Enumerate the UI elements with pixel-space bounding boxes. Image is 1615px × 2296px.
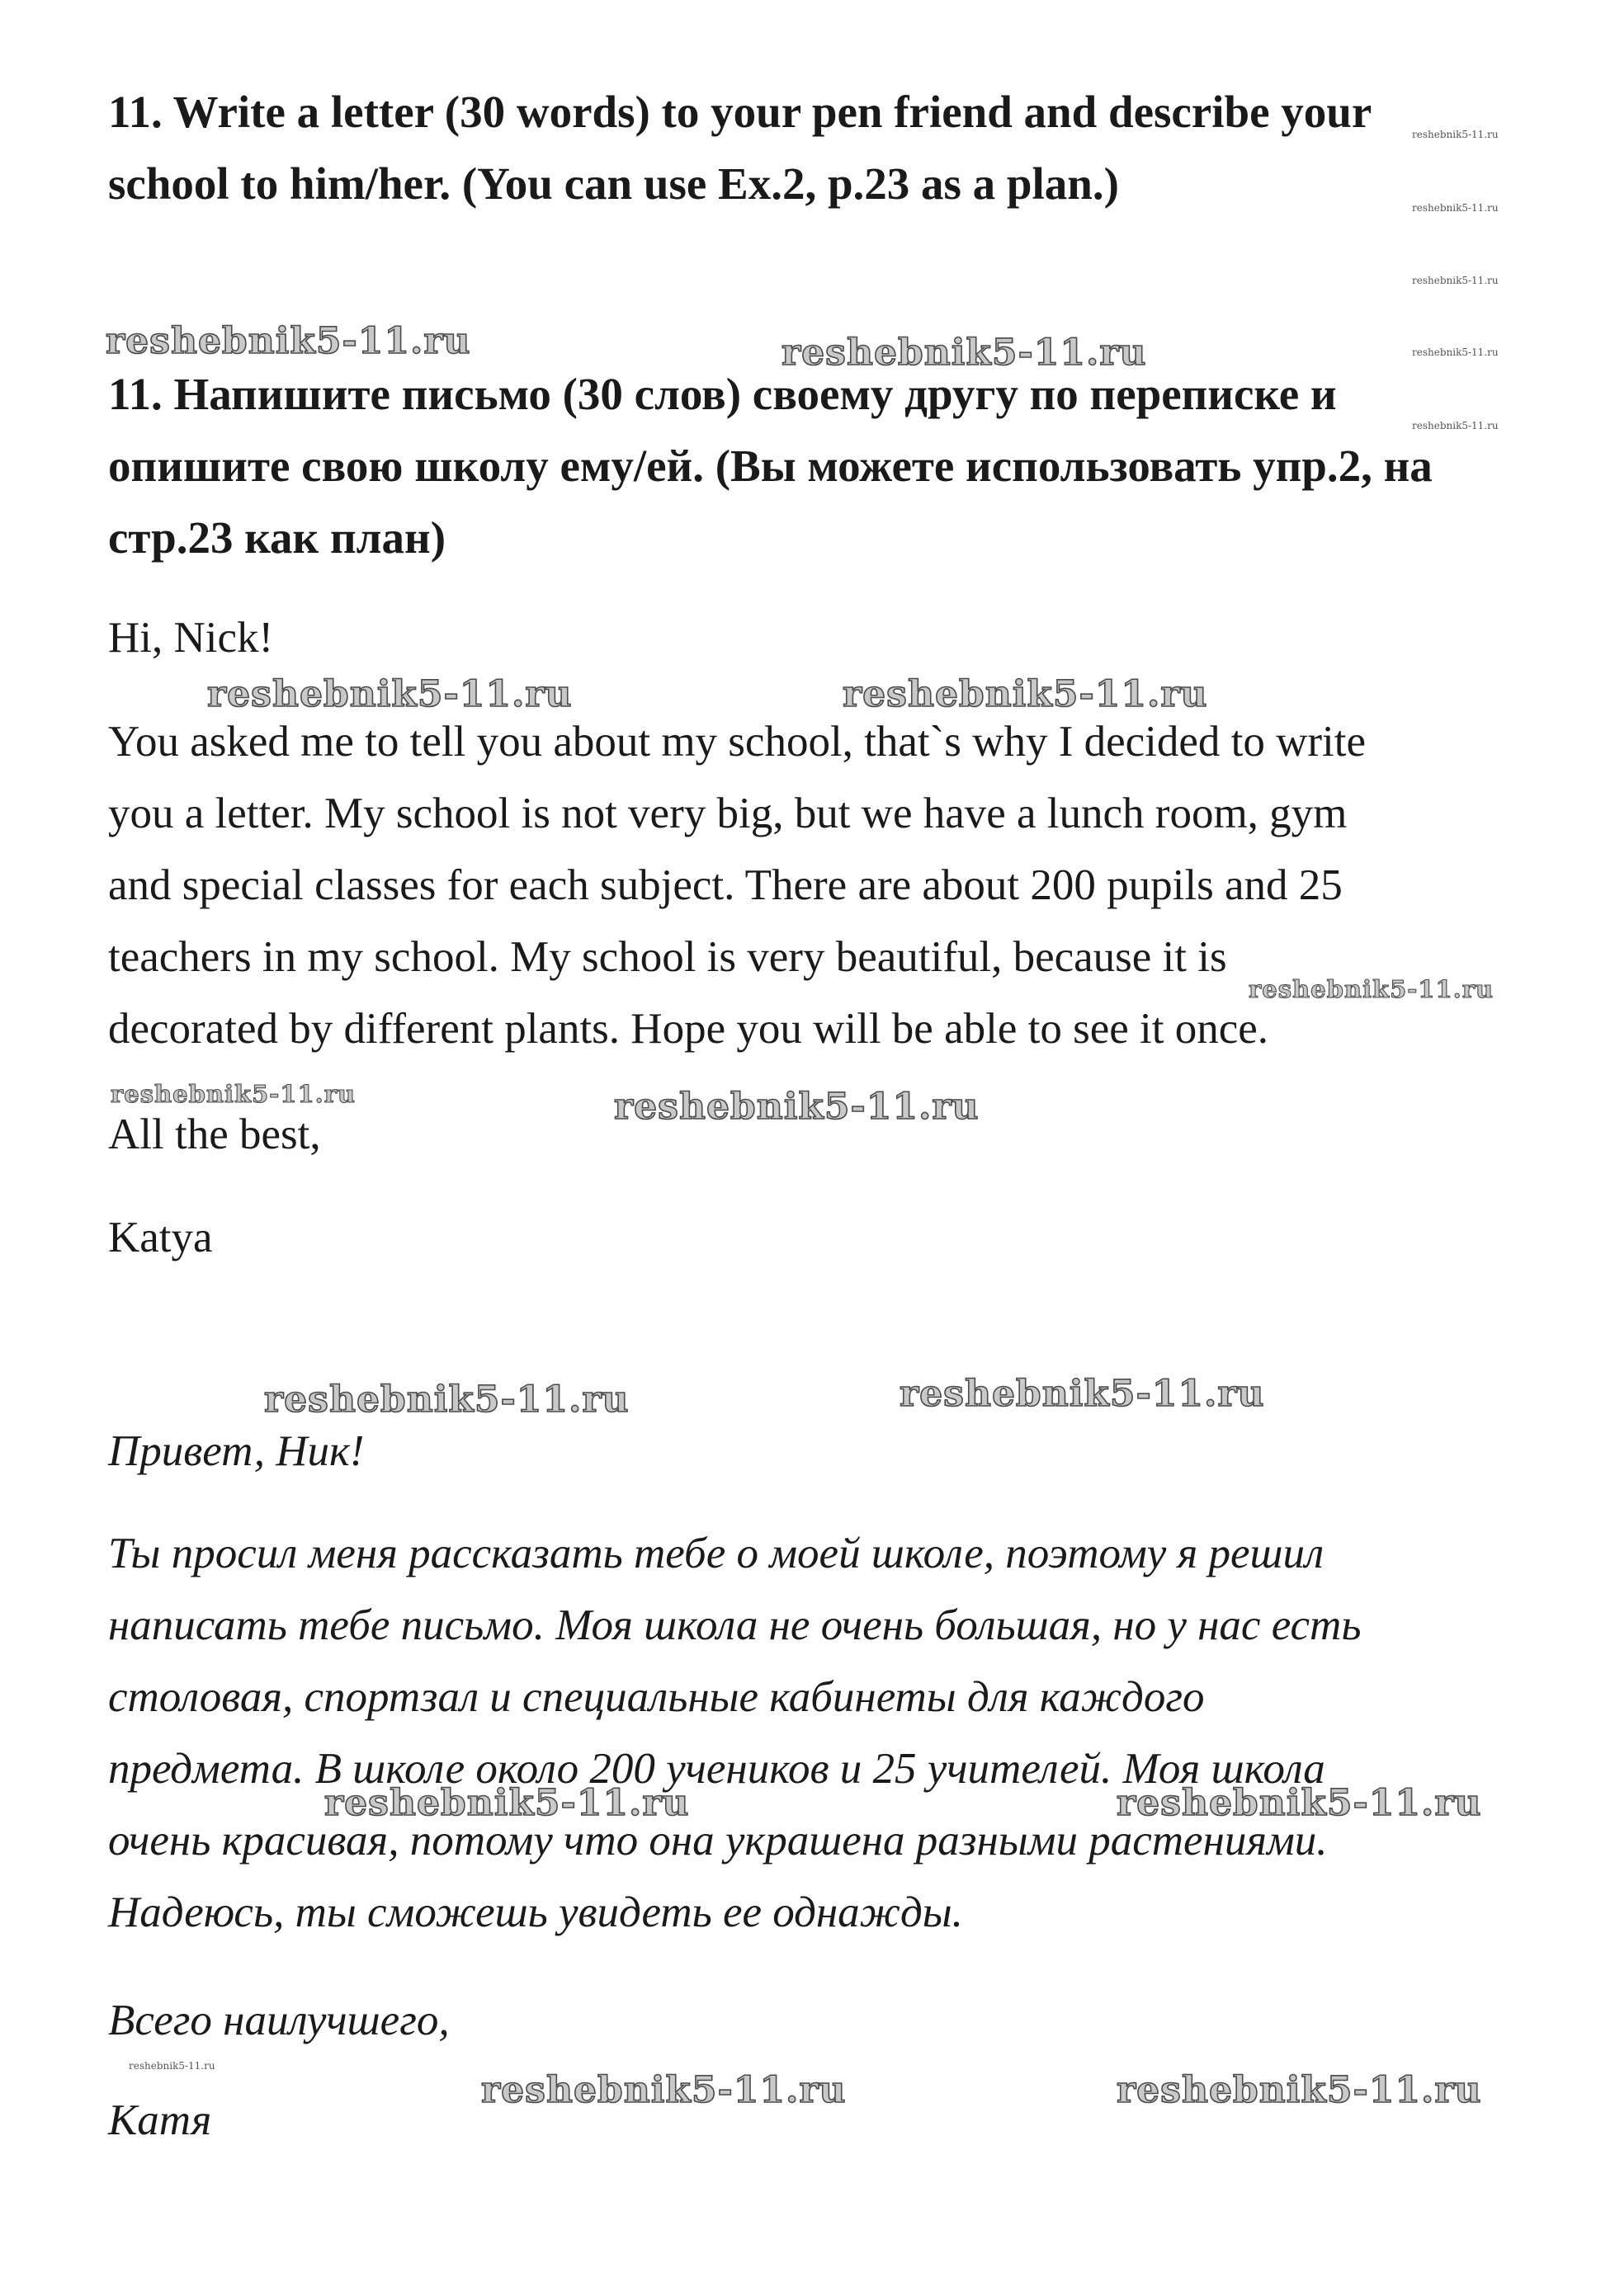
watermark-logo: reshebnik5-11.ru (1117, 1782, 1482, 1824)
letter-ru-signature: Катя (108, 2096, 212, 2144)
watermark-logo: reshebnik5-11.ru (481, 2069, 847, 2111)
task-heading-ru-line: стр.23 как план) (108, 512, 446, 563)
letter-ru-body-line: очень красивая, потому что она украшена разными растениями. (108, 1817, 1328, 1865)
letter-ru-closing: Всего наилучшего, (108, 1997, 450, 2044)
letter-en-greeting: Hi, Nick! (108, 614, 274, 662)
letter-ru-body-line: написать тебе письмо. Моя школа не очень большая, но у нас есть (108, 1601, 1362, 1649)
watermark-logo: reshebnik5-11.ru (782, 332, 1147, 374)
letter-en-body-line: you a letter. My school is not very big, but we have a lunch room, gym (108, 790, 1348, 837)
task-heading-en-line: 11. Write a letter (30 words) to your pen friend and describe your (108, 87, 1372, 137)
letter-en-signature: Katya (108, 1214, 213, 1261)
watermark-logo: reshebnik5-11.ru (324, 1782, 690, 1824)
letter-ru-body (108, 1518, 1528, 1949)
letter-ru-body-line: столовая, спортзал и специальные кабинеты для каждого (108, 1673, 1205, 1721)
watermark-logo: reshebnik5-11.ru (1412, 347, 1499, 358)
watermark-logo: reshebnik5-11.ru (264, 1379, 630, 1421)
watermark-logo: reshebnik5-11.ru (1412, 420, 1499, 431)
watermark-logo: reshebnik5-11.ru (843, 673, 1208, 715)
watermark-logo: reshebnik5-11.ru (1117, 2069, 1482, 2111)
watermark-logo: reshebnik5-11.ru (1412, 275, 1499, 286)
letter-ru-body-line: Ты просил меня рассказать тебе о моей школе, поэтому я решил (108, 1530, 1325, 1577)
task-heading-en-line: school to him/her. (You can use Ex.2, p.23 as a plan.) (108, 158, 1119, 209)
letter-ru-body-line: предмета. В школе около 200 учеников и 25 учителей. Моя школа (108, 1745, 1325, 1793)
letter-en-body-line: teachers in my school. My school is very beautiful, because it is (108, 933, 1227, 981)
task-heading-ru-line: опишите свою школу ему/ей. (Вы можете использовать упр.2, на (108, 441, 1433, 491)
watermark-logo: reshebnik5-11.ru (207, 673, 573, 715)
letter-en-closing: All the best, (108, 1110, 321, 1158)
watermark-logo: reshebnik5-11.ru (129, 2060, 215, 2072)
watermark-logo: reshebnik5-11.ru (1412, 129, 1499, 140)
watermark-logo: reshebnik5-11.ru (111, 1080, 357, 1108)
task-heading-ru (108, 358, 1528, 573)
letter-en-body-line: decorated by different plants. Hope you will be able to see it once. (108, 1005, 1269, 1053)
watermark-logo: reshebnik5-11.ru (900, 1373, 1265, 1415)
letter-en-body-line: You asked me to tell you about my school, that`s why I decided to write (108, 718, 1367, 766)
watermark-logo: reshebnik5-11.ru (614, 1086, 980, 1128)
watermark-logo: reshebnik5-11.ru (106, 320, 471, 362)
letter-en-body-line: and special classes for each subject. There are about 200 pupils and 25 (108, 861, 1343, 909)
task-heading-ru-line: 11. Напишите письмо (30 слов) своему другу по переписке и (108, 369, 1337, 419)
watermark-logo: reshebnik5-11.ru (1412, 202, 1499, 214)
letter-ru-greeting: Привет, Ник! (108, 1427, 365, 1475)
watermark-logo: reshebnik5-11.ru (1249, 975, 1495, 1003)
letter-en-body (108, 706, 1528, 1065)
task-heading-en (108, 76, 1528, 219)
letter-ru-body-line: Надеюсь, ты сможешь увидеть ее однажды. (108, 1888, 963, 1936)
